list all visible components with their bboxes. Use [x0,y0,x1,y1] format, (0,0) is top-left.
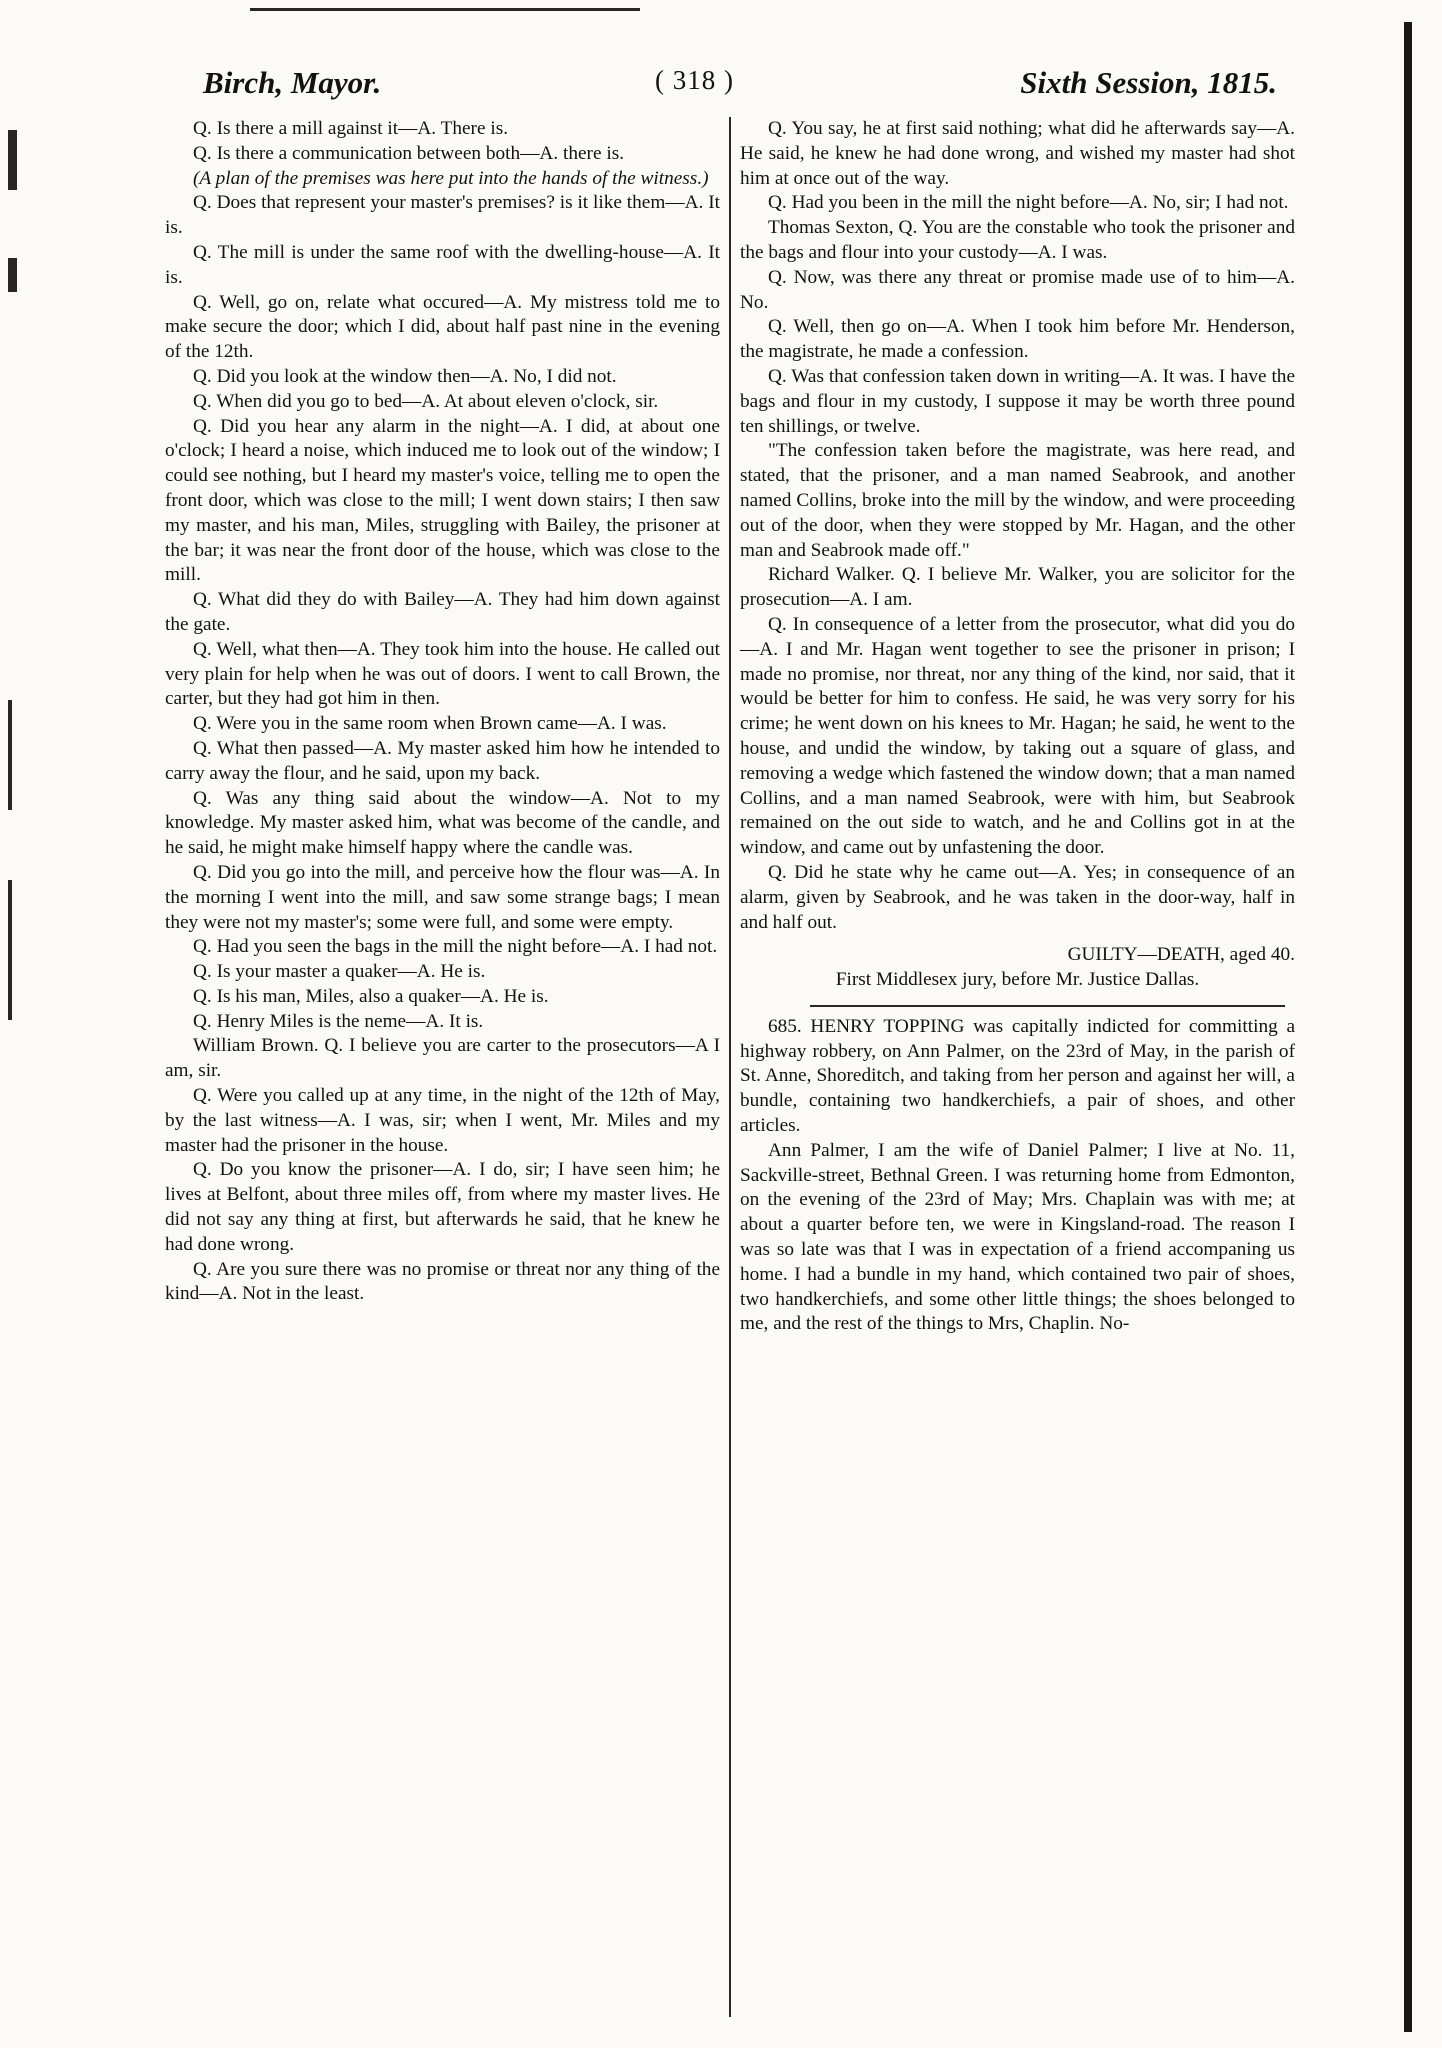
paragraph: Q. Do you know the prisoner—A. I do, sir; I have seen him; he lives at Belfont, about three miles off, from where my master lives. He did not say any thing at first, but afterwards he said, that he knew he had done wrong. [165,1159,720,1255]
paragraph: Q. Is your master a quaker—A. He is. [193,961,486,983]
paragraph: Q. Did you look at the window then—A. No, I did not. [193,365,617,387]
left-margin-mark [8,700,12,810]
paragraph: Q. You say, he at first said nothing; what did he afterwards say—A. He said, he knew he had done wrong, and wished my master had shot him at once out of the way. [740,118,1295,189]
page-number: ( 318 ) [655,65,734,95]
paragraph: Q. Are you sure there was no promise or threat nor any thing of the kind—A. Not in the least. [165,1258,720,1305]
paragraph: Q. Were you called up at any time, in the night of the 12th of May, by the last witness—A. I was, sir; when I went, Mr. Miles and my master had the prisoner in the house. [165,1085,720,1156]
paragraph: Q. What did they do with Bailey—A. They had him down against the gate. [165,589,720,635]
paragraph: "The confession taken before the magistrate, was here read, and stated, that the prisoner, and a man named Seabrook, and another named Collins, broke into the mill by the window, and were proceeding out of the door, when they were stopped by Mr. Hagan, and the other man and Seabrook made off." [740,440,1295,561]
top-border-rule [250,8,640,11]
paragraph: Q. Were you in the same room when Brown came—A. I was. [193,713,667,735]
case-paragraph: Ann Palmer, I am the wife of Daniel Palmer; I live at No. 11, Sackville-street, Bethnal Green. I was returning home from Edmonton, on the evening of the 23rd of May; Mrs. Chaplain was with me; at about a quarter before ten, we were in Kingsland-road. The reason I was so late was that I was in expectation of a friend accompaning us home. I had a bundle in my hand, which contained two pair of shoes, two handkerchiefs, and some other little things; the shoes belonged to me, and the rest of the things to Mrs, Chaplin. No- [740,1139,1295,1335]
paragraph: Q. Well, then go on—A. When I took him before Mr. Henderson, the magistrate, he made a confession. [740,316,1295,363]
paragraph: Q. Had you seen the bags in the mill the night before—A. I had not. [193,936,718,958]
column-divider [729,117,731,2017]
paragraph: Q. When did you go to bed—A. At about eleven o'clock, sir. [193,390,659,412]
right-column [740,117,1295,1337]
paragraph: (A plan of the premises was here put into the hands of the witness.) [193,167,709,189]
left-margin-mark [8,130,17,190]
paragraph: Q. Did he state why he came out—A. Yes; in consequence of an alarm, given by Seabrook, and he was taken in the door-way, half in and half out. [740,861,1295,933]
header-left: Birch, Mayor. [203,65,382,100]
paragraph: Q. Well, what then—A. They took him into the house. He called out very plain for help when he was out of doors. I went to call Brown, the carter, but they had got him in then. [165,638,720,710]
left-margin-mark [8,258,17,292]
running-head [165,55,1295,117]
paragraph: Q. Does that represent your master's premises? is it like them—A. It is. [165,192,720,239]
paragraph: Q. Was any thing said about the window—A. Not to my knowledge. My master asked him, what was become of the candle, and he said, he might make himself happy where the candle was. [165,787,720,859]
paragraph: Q. Is there a mill against it—A. There is. [193,118,509,139]
paragraph: Q. The mill is under the same roof with the dwelling-house—A. It is. [165,241,720,288]
paragraph: Q. In consequence of a letter from the prosecutor, what did you do—A. I and Mr. Hagan went together to see the prisoner in prison; I made no promise, nor threat, nor any thing of the kind, nor said, that it would be better for him to confess. He said, he was very sorry for his crime; he went down on his knees to Mr. Hagan; he said, he went to the house, and undid the window, by taking out a square of glass, and removing a wedge which fastened the window down; that a man named Collins, and a man named Seabrook, were with him, but Seabrook remained on the out side to watch, and he and Collins got in at the window, and came out by unfastening the door. [740,613,1295,859]
paragraph: Thomas Sexton, Q. You are the constable who took the prisoner and the bags and flour into your custody—A. I was. [740,217,1295,263]
paragraph: Q. Did you hear any alarm in the night—A. I did, at about one o'clock; I heard a noise, which induced me to look out of the window; I could see nothing, but I heard my master's voice, telling me to open the front door, which was close to the mill; I went down stairs; I then saw my master, and his man, Miles, struggling with Bailey, the prisoner at the bar; it was near the front door of the house, which was close to the mill. [165,415,720,586]
document-page [165,55,1295,2040]
left-column [165,117,720,1307]
text-columns [165,117,1295,2017]
paragraph: Q. Henry Miles is the neme—A. It is. [193,1010,484,1032]
paragraph: Q. Well, go on, relate what occured—A. My mistress told me to make secure the door; which I did, about half past nine in the evening of the 12th. [165,291,720,363]
case-paragraph: 685. HENRY TOPPING was capitally indicted for committing a highway robbery, on Ann Palmer, on the 23rd of May, in the parish of St. Anne, Shoreditch, and taking from her person and against her will, a bundle, containing two handkerchiefs, a pair of shoes, and other articles. [740,1015,1295,1137]
paragraph: Q. Was that confession taken down in writing—A. It was. I have the bags and flour in my custody, I suppose it may be worth three pound ten shillings, or twelve. [740,365,1295,437]
verdict: GUILTY—DEATH, aged 40. [1067,944,1295,966]
paragraph: William Brown. Q. I believe you are carter to the prosecutors—A I am, sir. [165,1035,720,1082]
paragraph: Q. Is there a communication between both—A. there is. [193,142,625,164]
paragraph: Q. Did you go into the mill, and perceive how the flour was—A. In the morning I went into the mill, and saw some strange bags; I mean they were not my master's; some were full, and some were empty. [165,861,720,933]
section-divider [810,1005,1285,1007]
paragraph: Richard Walker. Q. I believe Mr. Walker, you are solicitor for the prosecution—A. I am. [740,564,1295,611]
header-right: Sixth Session, 1815. [1020,65,1277,100]
paragraph: Q. Now, was there any threat or promise made use of to him—A. No. [740,266,1295,313]
jury-note: First Middlesex jury, before Mr. Justice Dallas. [835,969,1200,991]
paragraph: Q. Had you been in the mill the night before—A. No, sir; I had not. [768,192,1289,214]
right-margin-rule [1404,22,1412,2032]
left-margin-mark [8,880,12,1020]
paragraph: Q. Is his man, Miles, also a quaker—A. He is. [193,985,549,1007]
paragraph: Q. What then passed—A. My master asked him how he intended to carry away the flour, and he said, upon my back. [165,737,720,784]
